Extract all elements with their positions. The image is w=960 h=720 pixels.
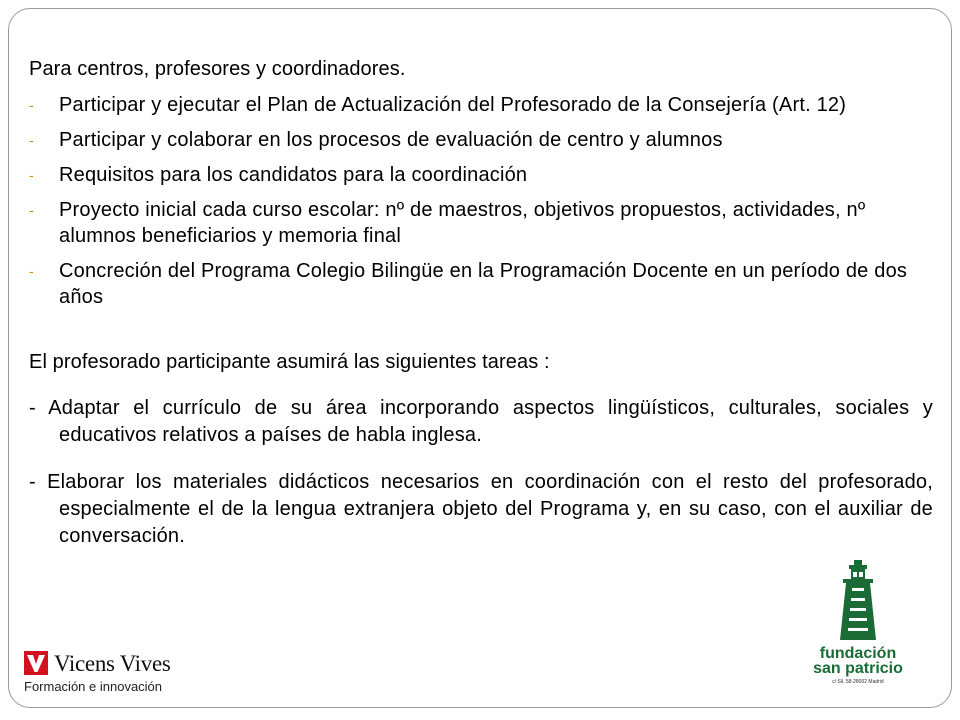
bullet-item: [29, 197, 933, 249]
task-item: - Adaptar el currículo de su área incorporando aspectos lingüísticos, culturales, sociales y educativos relativos a países de habla inglesa.: [29, 397, 933, 446]
vicens-vives-name: Vicens Vives: [54, 651, 171, 676]
bullet-text: Requisitos para los candidatos para la coordinación: [59, 164, 528, 186]
fundacion-address: c/ Sil, 58-28002 Madrid: [832, 679, 884, 685]
slide-content: [29, 56, 933, 560]
bullet-marker: -: [29, 97, 34, 113]
bullet-text: Participar y colaborar en los procesos de evaluación de centro y alumnos: [59, 129, 723, 151]
bullet-item: [29, 92, 933, 118]
bullet-item: [29, 127, 933, 153]
vicens-vives-logo-icon: [24, 651, 48, 675]
task-item: - Elaborar los materiales didácticos necesarios en coordinación con el resto del profesorado, especialmente el de la lengua extranjera objeto del Programa y, en su caso, con el auxiliar de conversación.: [29, 471, 933, 547]
bullet-text: Proyecto inicial cada curso escolar: nº de maestros, objetivos propuestos, actividades, nº alumnos beneficiarios y memoria final: [59, 199, 866, 247]
section-spacer: [29, 319, 933, 349]
vicens-vives-logo: [24, 651, 184, 695]
fundacion-line2: san patricio: [813, 660, 903, 677]
bullet-marker: -: [29, 263, 34, 279]
section2-heading: El profesorado participante asumirá las siguientes tareas :: [29, 351, 550, 373]
section1-heading: Para centros, profesores y coordinadores.: [29, 58, 406, 80]
bullet-item: [29, 162, 933, 188]
fundacion-line1: fundación: [819, 645, 897, 662]
vicens-vives-tagline: Formación e innovación: [24, 679, 163, 694]
bullet-marker: -: [29, 167, 34, 183]
bullet-item: [29, 258, 933, 310]
lighthouse-icon: [810, 558, 906, 644]
bullet-text: Participar y ejecutar el Plan de Actualización del Profesorado de la Consejería (Art. 12): [59, 94, 847, 116]
fundacion-san-patricio-logo: [810, 558, 906, 686]
bullet-marker: -: [29, 132, 34, 148]
bullet-text: Concreción del Programa Colegio Bilingüe en la Programación Docente en un período de dos años: [59, 260, 908, 308]
bullet-marker: -: [29, 202, 34, 218]
